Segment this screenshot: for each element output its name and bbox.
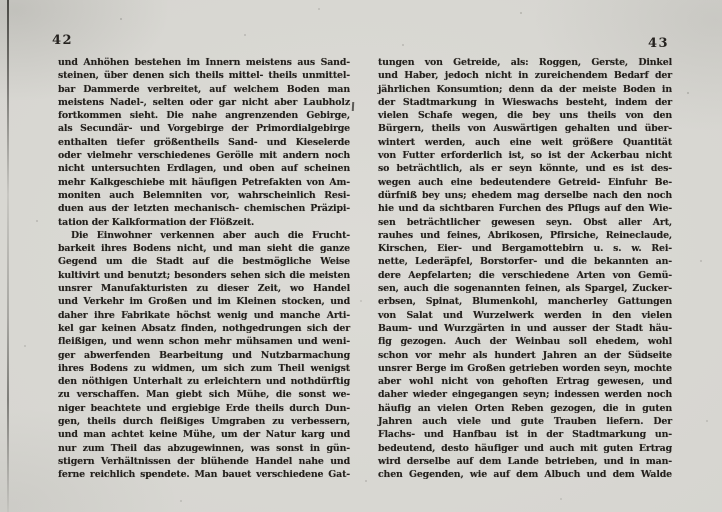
text-line: unsrer Berge im Großen getrieben worden seyn, mochte (378, 362, 672, 374)
text-line: vielen Schafe wegen, die bey uns theils von den (378, 110, 672, 122)
stray-mark-artifact (352, 102, 354, 111)
text-line: duen aus der letzten mechanisch- chemischen Präzipi- (58, 203, 350, 215)
text-line: dere Aepfelarten; die verschiedene Arten von Gemü- (378, 269, 672, 281)
text-line: Bürgern, theils von Auswärtigen gehalten und über- (378, 123, 672, 135)
text-line: moniten auch Belemniten vor, wahrscheinlich Resi- (58, 189, 350, 201)
text-line: schon vor mehr als hundert Jahren an der Südseite (378, 349, 672, 361)
text-line: wird derselbe auf dem Lande betrieben, und in man- (378, 455, 672, 467)
text-line: aber wohl nicht von gehoften Ertrag gewesen, und (378, 376, 672, 388)
text-line: ger abwerfenden Bearbeitung und Nutzbarmachung (58, 349, 350, 361)
text-line: hie und da sichtbaren Furchen des Pflugs auf den Wie- (378, 203, 672, 215)
text-line: kultivirt und benutzt; besonders sehen sich die meisten (58, 269, 350, 281)
page-number-left: 42 (52, 33, 74, 48)
page-number-right: 43 (648, 36, 670, 51)
text-line: der Stadtmarkung in Wieswachs besteht, indem der (378, 96, 672, 108)
text-line: stigern Verhältnissen der blühende Handel nahe und (58, 455, 350, 467)
text-line: Baum- und Wurzgärten in und ausser der Stadt häu- (378, 322, 672, 334)
text-line: als Secundär- und Vorgebirge der Primordialgebirge (58, 123, 350, 135)
text-line: und Haber, jedoch nicht in zureichendem Bedarf der (378, 70, 672, 82)
text-line: fig gezogen. Auch der Weinbau soll ehedem, wohl (378, 336, 672, 348)
text-line: kel gar keinen Absatz finden, nothgedrungen sich der (58, 322, 350, 334)
text-line: und man achtet keine Mühe, um der Natur karg und (58, 429, 350, 441)
text-line: wintert werden, auch eine weit größere Quantität (378, 136, 672, 148)
text-line: mehr Kalkgeschiebe mit häufigen Petrefakten von Am- (58, 176, 350, 188)
text-line: niger beachtete und ergiebige Erde theils durch Dun- (58, 402, 350, 414)
text-line: häufig an vielen Orten Reben gezogen, die in guten (378, 402, 672, 414)
text-line: nur zum Theil das abzugewinnen, was sonst in gün- (58, 442, 350, 454)
text-line: gen, theils durch fleißiges Umgraben zu verbessern, (58, 416, 350, 428)
text-line: Jahren auch viele und gute Trauben liefern. Der (378, 416, 672, 428)
text-line: Die Einwohner verkennen aber auch die Frucht- (71, 229, 350, 241)
text-line: sen beträchtlicher gewesen seyn. Obst aller Art, (378, 216, 672, 228)
text-line: jährlichen Konsumtion; denn da der meiste Boden in (378, 83, 672, 95)
text-line: erbsen, Spinat, Blumenkohl, mancherley Gattungen (378, 296, 672, 308)
text-line: wegen auch eine bedeutendere Getreid- Einfuhr Be- (378, 176, 672, 188)
text-line: nicht untersuchten Erdlagen, und oben auf scheinen (58, 163, 350, 175)
text-line: chen Gegenden, wie auf dem Albuch und dem Walde (378, 469, 672, 481)
text-line: Kirschen, Eier- und Bergamottebirn u. s. w. Rei- (378, 243, 672, 255)
text-line: bar Dammerde verbreitet, auf welchem Boden man (58, 83, 350, 95)
text-line: steinen, über denen sich theils mittel- theils unmittel- (58, 70, 350, 82)
text-line: den nöthigen Unterhalt zu erleichtern und nothdürftig (58, 376, 350, 388)
text-line: von Salat und Wurzelwerk werden in den vielen (378, 309, 672, 321)
page-left-text (58, 56, 350, 482)
text-line: von Futter erforderlich ist, so ist der Ackerbau nicht (378, 150, 672, 162)
text-line: dürfniß bey uns; ehedem mag derselbe nach den noch (378, 189, 672, 201)
text-line: sen, auch die sogenannten feinen, als Spargel, Zucker- (378, 283, 672, 295)
text-line: tungen von Getreide, als: Roggen, Gerste, Dinkel (378, 57, 672, 68)
text-line: bedeutend, desto häufiger und auch mit guten Ertrag (378, 442, 672, 454)
left-edge-scan-line (7, 0, 9, 512)
text-line: unsrer Manufakturisten zu dieser Zeit, wo Handel (58, 283, 350, 295)
text-line: daher wieder eingegangen seyn; indessen werden noch (378, 389, 672, 401)
scan-noise (0, 0, 2, 2)
text-line: und Anhöhen bestehen im Innern meistens aus Sand- (58, 57, 350, 68)
text-line: daher ihre Fabrikate höchst wenig und manche Arti- (58, 309, 350, 321)
text-line: enthalten tiefer größentheils Sand- und Kieselerde (58, 136, 350, 148)
text-line: so beträchtlich, als er seyn könnte, und es ist des- (378, 163, 672, 175)
text-line: zu verschaffen. Man giebt sich Mühe, die sonst we- (58, 389, 350, 401)
text-line: ferne reichlich spendete. Man bauet verschiedene Gat- (58, 469, 350, 481)
page-right-text (378, 56, 672, 482)
text-line: fortkommen sieht. Die nahe angrenzenden Gebirge, (58, 110, 350, 122)
text-line: oder vielmehr verschiedenes Gerölle mit andern noch (58, 150, 350, 162)
text-line: nette, Lederäpfel, Borstorfer- und die bekannten an- (378, 256, 672, 268)
text-line: barkeit ihres Bodens nicht, und man sieht die ganze (58, 243, 350, 255)
text-line: Gegend um die Stadt auf die bestmögliche Weise (58, 256, 350, 268)
text-line: rauhes und feines, Abrikosen, Pfirsiche, Reineclaude, (378, 229, 672, 241)
text-line: Flachs- und Hanfbau ist in der Stadtmarkung un- (378, 429, 672, 441)
text-line: fleißigen, und wenn schon mehr mühsamen und weni- (58, 336, 350, 348)
text-line: meistens Nadel-, selten oder gar nicht aber Laubholz (58, 96, 350, 108)
text-line: tation der Kalkformation der Flößzeit. (58, 216, 255, 228)
text-line: und Verkehr im Großen und im Kleinen stocken, und (58, 296, 350, 308)
text-line: ihres Bodens zu widmen, um sich zum Theil wenigst (58, 362, 350, 374)
